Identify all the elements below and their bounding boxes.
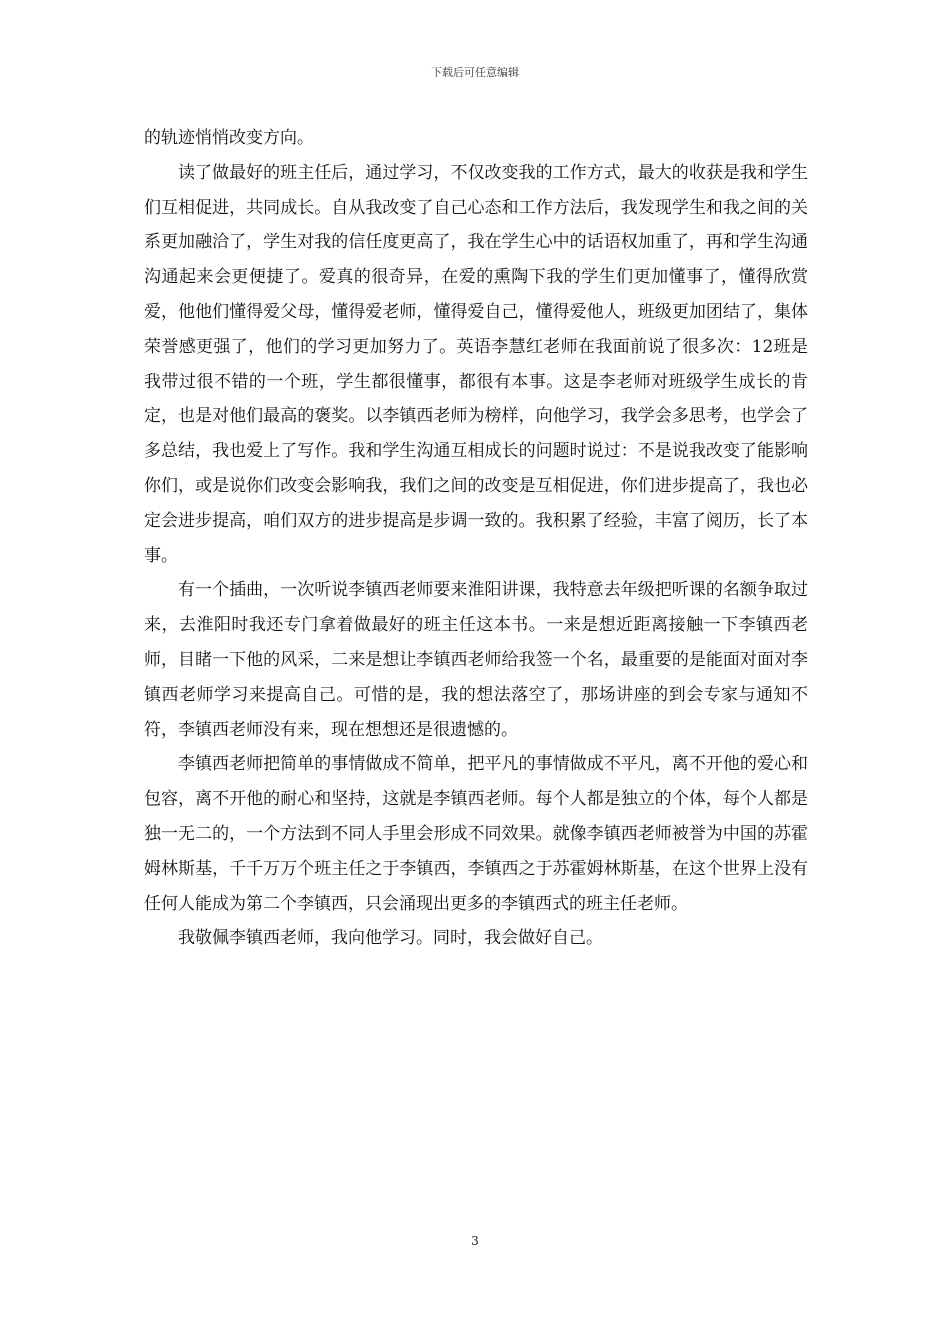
paragraph-reading-harvest: 读了做最好的班主任后，通过学习，不仅改变我的工作方式，最大的收获是我和学生们互相促进，共同成长。自从我改变了自己心态和工作方法后，我发现学生和我之间的关系更加融洽了，学生对我的信任度更高了，我在学生心中的话语权加重了，再和学生沟通沟通起来会更便捷了。爱真的很奇异，在爱的熏陶下我的学生们更加懂事了，懂得欣赏爱，他他们懂得爱父母，懂得爱老师，懂得爱自己，懂得爱他人，班级更加团结了，集体荣誉感更强了，他们的学习更加努力了。英语李慧红老师在我面前说了很多次：12班是我带过很不错的一个班，学生都很懂事，都很有本事。这是李老师对班级学生成长的肯定，也是对他们最高的褒奖。以李镇西老师为榜样，向他学习，我学会多思考，也学会了多总结，我也爱上了写作。我和学生沟通互相成长的问题时说过：不是说我改变了能影响你们，或是说你们改变会影响我，我们之间的改变是互相促进，你们进步提高了，我也必定会进步提高，咱们双方的进步提高是步调一致的。我积累了经验，丰富了阅历，长了本事。 xyxy=(144,162,808,566)
paragraph-li-zhenxi: 李镇西老师把简单的事情做成不简单，把平凡的事情做成不平凡，离不开他的爱心和包容，离不开他的耐心和坚持，这就是李镇西老师。每个人都是独立的个体，每个人都是独一无二的，一个方法到不同人手里会形成不同效果。就像李镇西老师被誉为中国的苏霍姆林斯基，千千万万个班主任之于李镇西，李镇西之于苏霍姆林斯基，在这个世界上没有任何人能成为第二个李镇西，只会涌现出更多的李镇西式的班主任老师。 xyxy=(144,754,808,914)
paragraph-episode: 有一个插曲，一次听说李镇西老师要来淮阳讲课，我特意去年级把听课的名额争取过来，去淮阳时我还专门拿着做最好的班主任这本书。一来是想近距离接触一下李镇西老师，目睹一下他的风采，二来是想让李镇西老师给我签一个名，最重要的是能面对面对李镇西老师学习来提高自己。可惜的是，我的想法落空了，那场讲座的到会专家与通知不符，李镇西老师没有来，现在想想还是很遗憾的。 xyxy=(144,580,808,740)
paragraph-closing: 我敬佩李镇西老师，我向他学习。同时，我会做好自己。 xyxy=(178,928,603,949)
paragraph-continuation: 的轨迹悄悄改变方向。 xyxy=(144,128,314,148)
page-number: 3 xyxy=(471,1234,479,1248)
page-header: 下载后可任意编辑 xyxy=(431,66,519,79)
document-body xyxy=(144,121,808,956)
